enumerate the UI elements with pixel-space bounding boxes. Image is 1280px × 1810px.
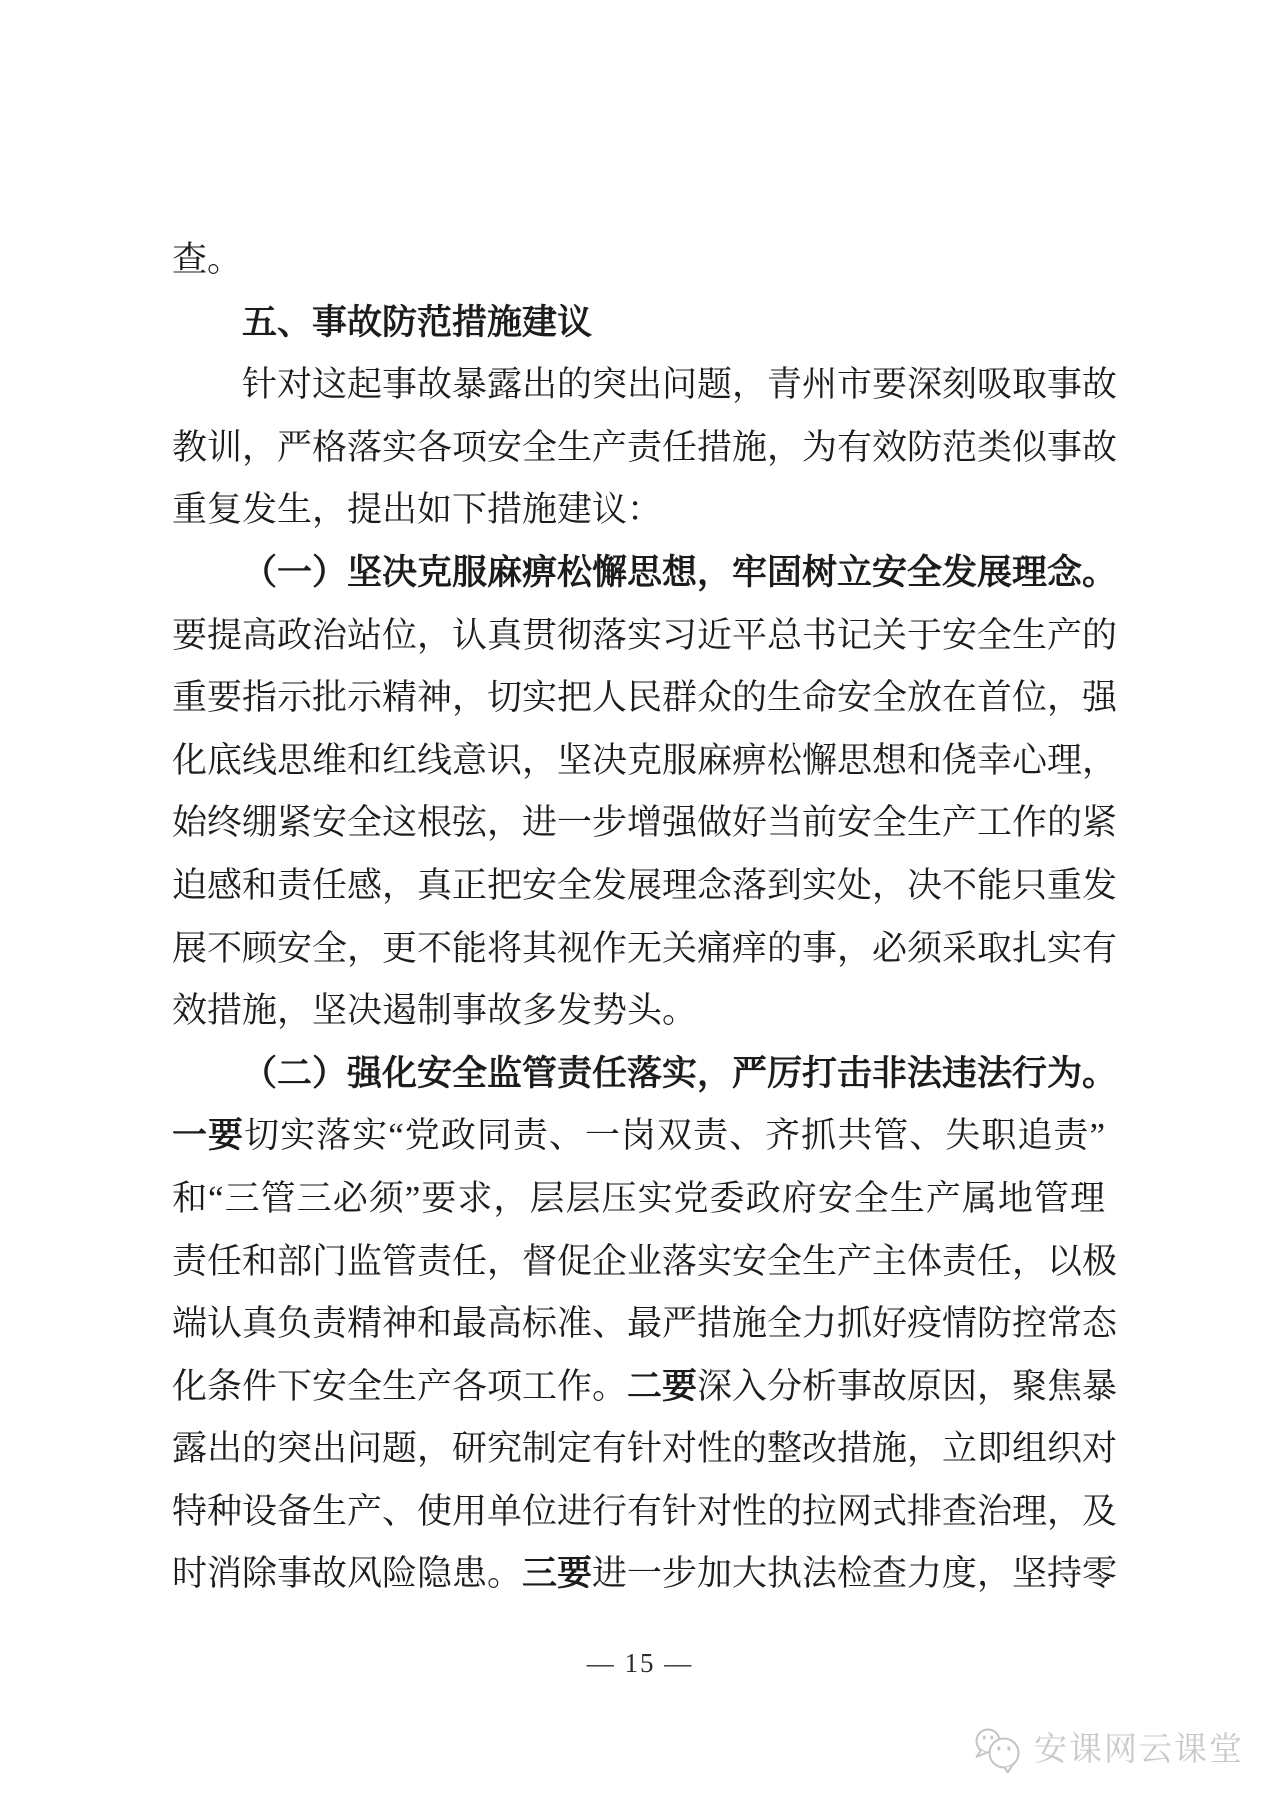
text-segment: 进一步加大执法检查力度，坚持零 (592, 1554, 1118, 1594)
text-segment: 教训，严格落实各项安全生产责任措施，为有效防范类似事故 (172, 427, 1118, 467)
text-segment: 效措施，坚决遏制事故多发势头。 (172, 991, 698, 1031)
bold-text-segment: 五、事故防范措施建议 (242, 302, 593, 342)
body-line (172, 605, 1118, 668)
document-body (172, 229, 1118, 1606)
wechat-chat-bubbles-icon (972, 1727, 1024, 1773)
bold-text-segment: （一）坚决克服麻痹松懈思想，牢固树立安全发展理念。 (242, 552, 1118, 592)
body-line (172, 1356, 1118, 1419)
text-segment: 切实落实“党政同责、一岗双责、齐抓共管、失职追责” (244, 1116, 1105, 1156)
text-segment: 端认真负责精神和最高标准、最严措施全力抓好疫情防控常态 (172, 1304, 1118, 1344)
text-segment: 要提高政治站位，认真贯彻落实习近平总书记关于安全生产的 (172, 615, 1118, 655)
text-segment: 始终绷紧安全这根弦，进一步增强做好当前安全生产工作的紧 (172, 803, 1118, 843)
body-line (172, 667, 1118, 730)
body-line (172, 479, 1105, 542)
subsection-heading (172, 542, 1118, 605)
text-segment: 重要指示批示精神，切实把人民群众的生命安全放在首位，强 (172, 678, 1118, 718)
bold-text-segment: 一要 (172, 1116, 245, 1156)
text-segment: 责任和部门监管责任，督促企业落实安全生产主体责任，以极 (172, 1241, 1118, 1281)
body-line (172, 1293, 1118, 1356)
body-line (172, 1105, 1105, 1168)
body-line (172, 918, 1118, 981)
body-line (172, 354, 1118, 417)
body-line (172, 1543, 1118, 1606)
text-segment: 化底线思维和红线意识，坚决克服麻痹松懈思想和侥幸心理， (172, 740, 1118, 780)
text-segment: 露出的突出问题，研究制定有针对性的整改措施，立即组织对 (172, 1429, 1118, 1469)
text-segment: 特种设备生产、使用单位进行有针对性的拉网式排查治理，及 (172, 1491, 1118, 1531)
text-segment: 重复发生，提出如下措施建议： (172, 490, 663, 530)
text-segment: 展不顾安全，更不能将其视作无关痛痒的事，必须采取扎实有 (172, 928, 1118, 968)
bold-text-segment: （二）强化安全监管责任落实，严厉打击非法违法行为。 (242, 1053, 1118, 1093)
text-segment: 针对这起事故暴露出的突出问题，青州市要深刻吸取事故 (242, 365, 1118, 405)
body-line (172, 1168, 1105, 1231)
text-segment: 化条件下安全生产各项工作。 (172, 1366, 628, 1406)
body-line (172, 792, 1118, 855)
body-line (172, 730, 1118, 793)
body-line (172, 980, 1105, 1043)
text-segment: 查。 (172, 240, 243, 279)
continuation-line (172, 229, 1105, 292)
body-line (172, 855, 1118, 918)
text-segment: 和“三管三必须”要求，层层压实党委政府安全生产属地管理 (172, 1178, 1105, 1218)
document-lines (172, 229, 1118, 1606)
subsection-heading (172, 1043, 1118, 1106)
watermark (972, 1727, 1244, 1773)
text-segment: 深入分析事故原因，聚焦暴 (697, 1366, 1118, 1406)
text-segment: 时消除事故风险隐患。 (172, 1554, 523, 1594)
bold-text-segment: 二要 (627, 1366, 698, 1406)
text-segment: 迫感和责任感，真正把安全发展理念落到实处，决不能只重发 (172, 865, 1118, 905)
watermark-text: 安课网云课堂 (1034, 1732, 1244, 1768)
body-line (172, 1418, 1118, 1481)
body-line (172, 1481, 1118, 1544)
bold-text-segment: 三要 (522, 1554, 593, 1594)
section-heading (172, 292, 1105, 355)
body-line (172, 1231, 1118, 1294)
body-line (172, 417, 1118, 480)
page-number: — 15 — (586, 1648, 694, 1678)
